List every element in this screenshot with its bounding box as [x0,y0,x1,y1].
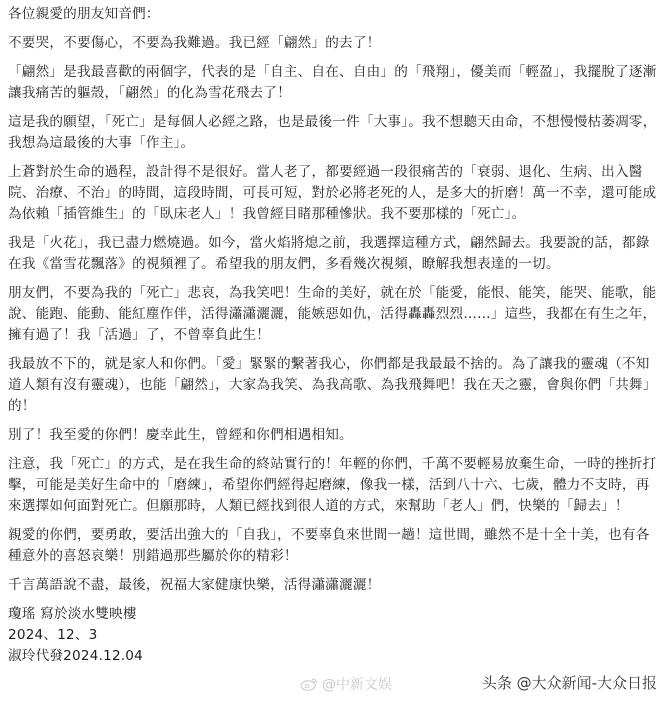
letter [8,4,663,667]
weibo-icon [300,677,318,691]
paragraph: 別了！我至愛的你們！慶幸此生，曾經和你們相遇相知。 [8,427,353,443]
paragraph: 不要哭，不要傷心，不要為我難過。我已經「翩然」的去了！ [8,35,381,51]
signature-block [8,604,663,667]
signature-date: 2024、12、3 [8,627,98,643]
signature-author: 瓊瑤 寫於淡水雙映樓 [8,606,137,622]
paragraph: 親愛的你們，要勇敢，要活出強大的「自我」，不要辜負來世間一趟！這世間，雖然不是十全十美，也有各種意外的喜怒哀樂！別錯過那些屬於你的精彩！ [8,527,650,564]
paragraph: 「翩然」是我最喜歡的兩個字，代表的是「自主、自在、自由」的「飛翔」，優美而「輕盈」，我擺脫了逐漸讓我痛苦的軀殼，「翩然」的化為雪花飛去了！ [8,64,657,101]
paragraph: 我是「火花」，我已盡力燃燒過。如今，當火焰將熄之前，我選擇這種方式，翩然歸去。我要說的話，都錄在我《當雪花飄落》的視頻裡了。希望我的朋友們，多看幾次視頻，瞭解我想表達的一切。 [8,235,650,272]
paragraph: 千言萬語說不盡，最後，祝福大家健康快樂，活得瀟瀟灑灑！ [8,577,381,593]
greeting: 各位親愛的朋友知音們： [8,6,160,22]
paragraph: 朋友們，不要為我的「死亡」悲哀，為我笑吧！生命的美好，就在於「能愛，能恨、能笑，能哭、能歌，能說、能跑、能動、能紅塵作伴，活得瀟瀟灑灑，能嫉惡如仇，活得轟轟烈烈……」這些，我都在有生之年，擁有過了！我「活過」了，不曾辜負此生！ [8,285,657,343]
paragraph: 我最放不下的，就是家人和你們。「愛」緊緊的繫著我心，你們都是我最最不捨的。為了讓我的靈魂（不知道人類有沒有靈魂），也能「翩然」，大家為我笑、為我高歌、為我飛舞吧！我在天之靈，會與你們「共舞」的！ [8,356,657,414]
paragraph: 這是我的願望，「死亡」是每個人必經之路，也是最後一件「大事」。我不想聽天由命，不想慢慢枯萎凋零，我想為這最後的大事「作主」。 [8,114,657,151]
source-watermark: 头条 @大众新闻-大众日报 [481,674,657,692]
signature-note: 淑玲代發2024.12.04 [8,648,144,664]
paragraph: 上蒼對於生命的過程，設計得不是很好。當人老了，都要經過一段很痛苦的「衰弱、退化、生病、出入醫院、治療、不治」的時間，這段時間，可長可短，對於必將老死的人，是多大的折磨！萬一不幸，還可能成為依賴「插管維生」的「臥床老人」！我曾經目睹那種慘狀。我不要那樣的「死亡」。 [8,164,657,222]
weibo-watermark [300,674,392,694]
paragraph: 注意，我「死亡」的方式，是在我生命的終站實行的！年輕的你們，千萬不要輕易放棄生命，一時的挫折打擊，可能是美好生命中的「磨練」，希望你們經得起磨練，像我一樣，活到八十六、七歲，體力不支時，再來選擇如何面對死亡。但願那時，人類已經找到很人道的方式，來幫助「老人」們，快樂的「歸去」！ [8,456,657,514]
weibo-watermark-text: @中新文娱 [322,677,392,693]
